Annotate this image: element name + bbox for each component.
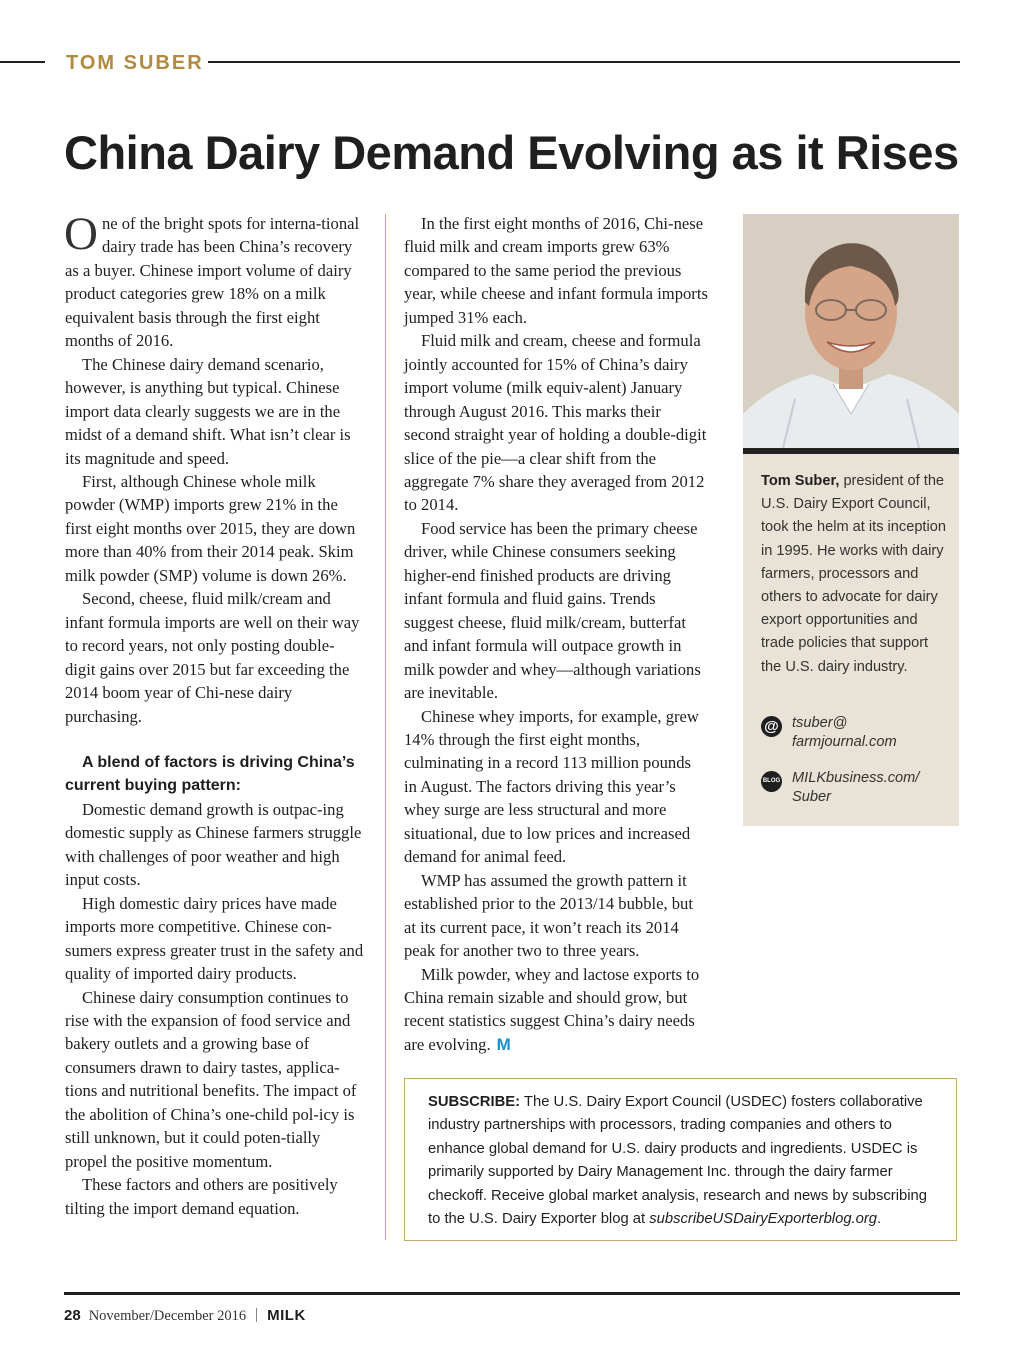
paragraph: The Chinese dairy demand scenario, however, is anything but typical. Chinese import data clearly suggests we are in the midst of a demand shift. What isn’t clear is its magnitude and speed. <box>65 354 351 468</box>
author-sidebar <box>743 214 959 826</box>
blog-icon: BLOG <box>761 771 782 792</box>
middle-column <box>404 212 708 1056</box>
header-rule-left <box>0 61 45 63</box>
subscribe-box <box>404 1078 957 1241</box>
subscribe-text: SUBSCRIBE: The U.S. Dairy Export Council (USDEC) fosters collaborative industry partnerships with processors, trading companies and others to enhance global demand for U.S. dairy products and ingredients. USDEC is primarily supported by Dairy Management Inc. through the dairy farmer checkoff. Receive global market analysis, research and news by subscribing to the U.S. Dairy Exporter blog at subscribeUSDairyExporterblog.org. <box>428 1094 927 1228</box>
paragraph: Fluid milk and cream, cheese and formula jointly accounted for 15% of China’s dairy import volume (milk equiv-alent) January through August 2016. This marks their second straight year of holding a double-digit slice of the pie—a clear shift from the aggregate 7% share they averaged from 2012 to 2014. <box>404 331 707 515</box>
photo-underline <box>743 448 959 454</box>
paragraph: In the first eight months of 2016, Chi-nese fluid milk and cream imports grew 63% compared to the same period the previous year, while cheese and infant formula imports jumped 31% each. <box>404 214 708 327</box>
at-sign-icon: @ <box>761 716 782 737</box>
footer-rule <box>64 1292 960 1295</box>
paragraph: WMP has assumed the growth pattern it established prior to the 2013/14 bubble, but at its current pace, it won’t reach its 2014 peak for another two to three years. <box>404 870 693 961</box>
paragraph: Chinese whey imports, for example, grew 14% through the first eight months, culminating in a record 113 million pounds in August. The factors driving this year’s whey surge are less structural and more situational, due to low prices and increased demand for animal feed. <box>404 706 699 867</box>
end-mark-icon: M <box>496 1034 511 1054</box>
issue-date: November/December 2016 <box>88 1308 247 1324</box>
subscribe-label: SUBSCRIBE: <box>428 1094 521 1110</box>
author-portrait-image <box>743 214 959 448</box>
paragraph: Chinese dairy consumption continues to rise with the expansion of food service and bakery outlets and a growing base of consumers drawn to dairy tastes, applica-tions and nutritional benefits. The impact of the abolition of China’s one-child pol-icy is still unknown, but it could poten-tially propel the positive momentum. <box>65 987 357 1171</box>
paragraph: First, although Chinese whole milk powder (WMP) imports grew 21% in the first eight months over 2015, they are down more than 40% from their 2014 peak. Skim milk powder (SMP) volume is down 26%. <box>65 471 356 585</box>
blog-link[interactable]: MILKbusiness.com/ Suber <box>792 770 920 805</box>
author-photo <box>743 214 959 448</box>
page-number: 28 <box>64 1307 81 1324</box>
paragraph: Food service has been the primary cheese driver, while Chinese consumers seeking higher-end finished products are driving infant formula and fluid gains. Trends suggest cheese, fluid milk/cream, butterfat and infant formula will outpace growth in milk powder and whey—although variations are inevitable. <box>404 518 701 703</box>
paragraph: High domestic dairy prices have made imports more competitive. Chinese con-sumers express greater trust in the safety and quality of imported dairy products. <box>65 893 364 984</box>
email-contact <box>761 714 951 754</box>
paragraph: These factors and others are positively tilting the import demand equation. <box>65 1175 338 1218</box>
blog-contact <box>761 769 951 809</box>
subscribe-link[interactable]: subscribeUSDairyExporterblog.org <box>649 1211 878 1228</box>
paragraph: Second, cheese, fluid milk/cream and infant formula imports are well on their way to record years, not only posting double-digit gains over 2015 but far exceeding the 2014 boom year of Chi-nese dairy purchasing. <box>65 589 360 726</box>
author-name: Tom Suber, <box>761 473 840 489</box>
page-footer <box>64 1306 306 1326</box>
paragraph: One of the bright spots for interna-tional dairy trade has been China’s recovery as a buyer. Chinese import volume of dairy product categories grew 18% on a milk equivalent basis through the first eight months of 2016. <box>64 208 360 351</box>
magazine-logo: MILK <box>267 1307 306 1324</box>
left-column <box>64 208 365 1220</box>
article-title: China Dairy Demand Evolving as it Rises <box>64 126 959 179</box>
subhead: A blend of factors is driving China’s current buying pattern: <box>65 753 355 795</box>
author-tag: TOM SUBER <box>66 52 204 74</box>
paragraph: Milk powder, whey and lactose exports to China remain sizable and should grow, but recent statistics suggest China’s dairy needs are evolving. M <box>404 964 700 1054</box>
paragraph: Domestic demand growth is outpac-ing domestic supply as Chinese farmers struggle with challenges of poor weather and high input costs. <box>65 799 362 890</box>
drop-cap: O <box>64 208 98 260</box>
author-bio: Tom Suber, president of the U.S. Dairy Export Council, took the helm at its inception in 1995. He works with dairy farmers, processors and others to advocate for dairy export opportunities and trade policies that support the U.S. dairy industry. <box>761 473 946 675</box>
email-link[interactable]: tsuber@ farmjournal.com <box>792 715 897 750</box>
column-divider <box>385 214 386 1240</box>
header-rule-right <box>208 61 960 63</box>
footer-divider <box>256 1308 257 1322</box>
